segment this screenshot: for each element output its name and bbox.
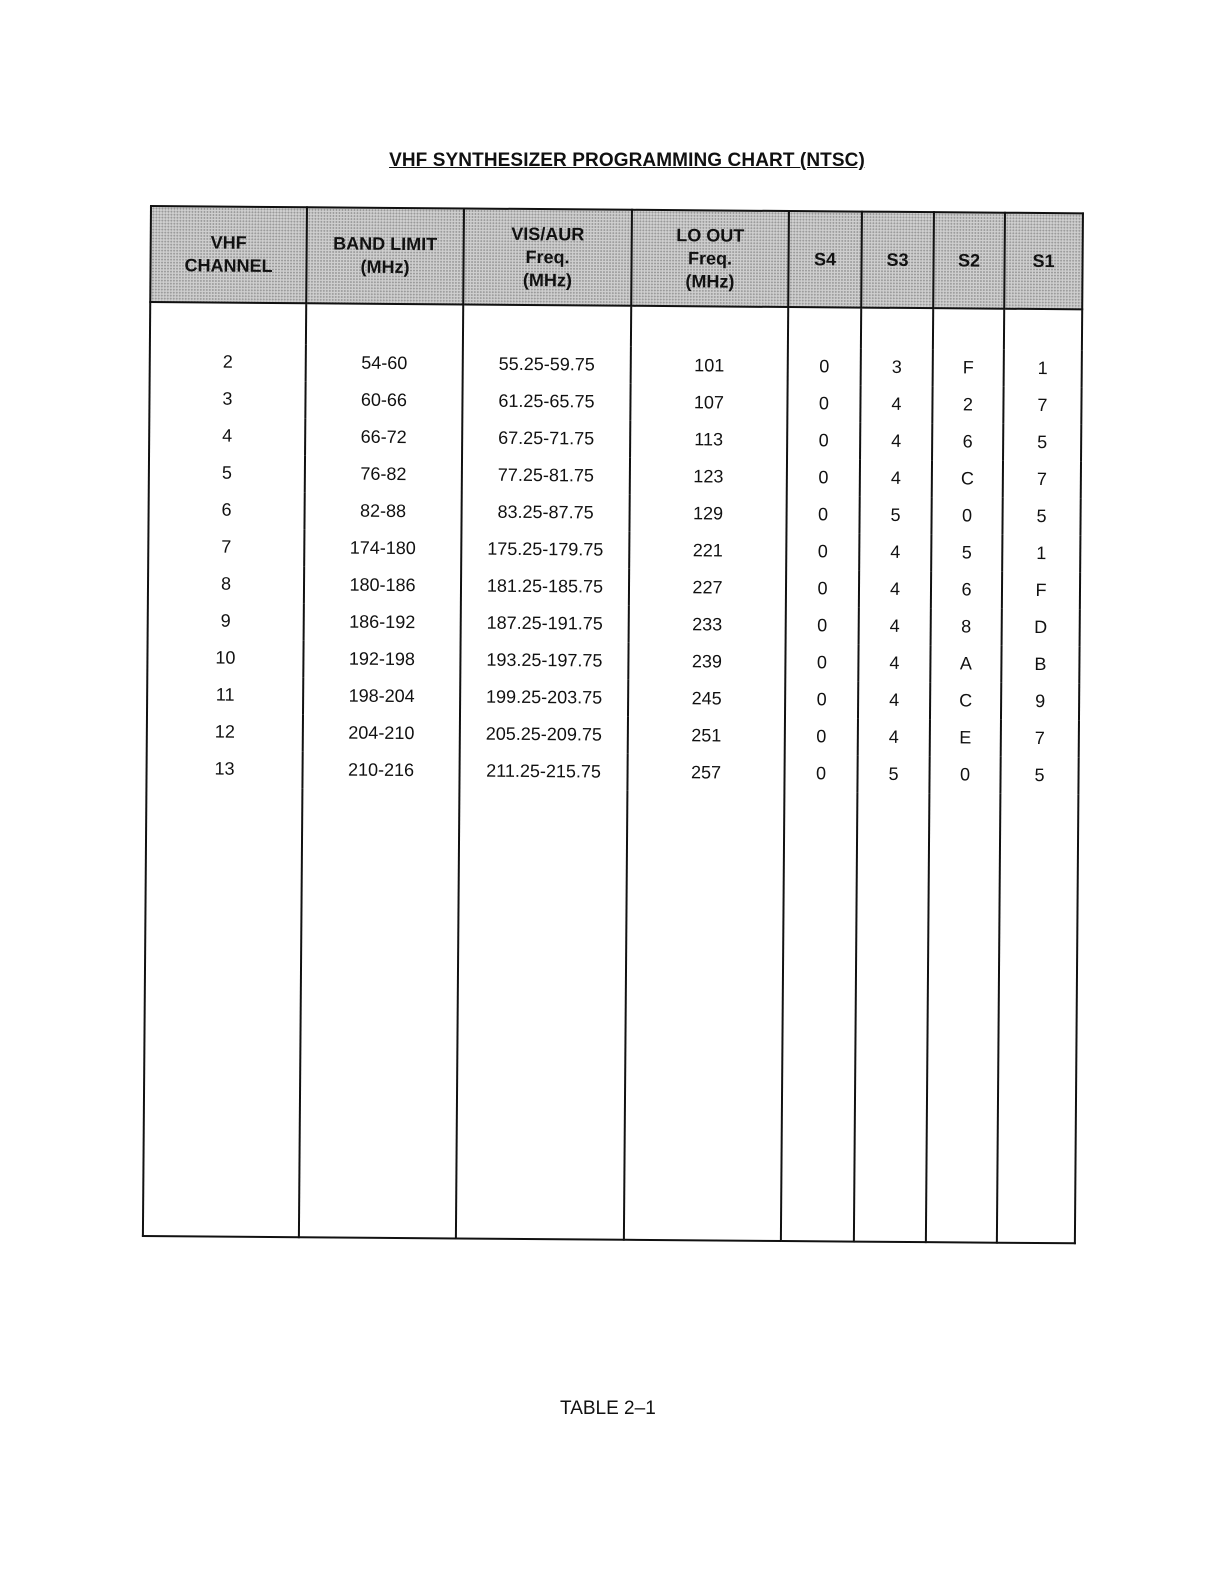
cell-s1: 1 (1002, 535, 1080, 573)
cell-s3: 4 (860, 460, 932, 498)
cell-channel: 4 (149, 417, 305, 455)
cell-vis-aur: 67.25-71.75 (462, 419, 630, 457)
cell-vis-aur: 175.25-179.75 (461, 530, 629, 568)
cell-vis-aur: 77.25-81.75 (462, 456, 630, 494)
cell-s1: D (1002, 609, 1080, 647)
cell-s3: 4 (860, 423, 932, 461)
cell-lo-out: 123 (630, 458, 787, 496)
cell-band-limit: 186-192 (304, 603, 461, 641)
page-title: VHF SYNTHESIZER PROGRAMMING CHART (NTSC) (389, 150, 865, 171)
cell-band-limit: 174-180 (304, 529, 461, 567)
spacer-row (150, 302, 1082, 350)
header-vis-aur-freq: VIS/AUR Freq. (MHz) (463, 208, 632, 305)
cell-lo-out: 107 (630, 384, 787, 422)
cell-s4: 0 (786, 570, 859, 608)
cell-lo-out: 227 (629, 569, 786, 607)
cell-s3: 5 (857, 756, 929, 794)
cell-s1: F (1002, 572, 1080, 610)
cell-lo-out: 101 (631, 347, 788, 385)
cell-s2: 6 (932, 423, 1003, 461)
table-caption: TABLE 2–1 (560, 1398, 656, 1419)
cell-s1: 5 (1003, 424, 1081, 462)
cell-s3: 5 (859, 497, 931, 535)
cell-s4: 0 (788, 348, 861, 386)
cell-channel: 8 (148, 565, 304, 603)
cell-lo-out: 233 (629, 606, 786, 644)
cell-s2: 0 (931, 497, 1002, 535)
cell-s1: 5 (1002, 498, 1080, 536)
cell-s1: 9 (1001, 683, 1079, 721)
cell-s1: 7 (1003, 461, 1081, 499)
cell-band-limit: 60-66 (305, 381, 462, 419)
cell-s4: 0 (786, 607, 859, 645)
cell-vis-aur: 211.25-215.75 (459, 752, 627, 790)
cell-s4: 0 (785, 718, 858, 756)
cell-band-limit: 76-82 (305, 455, 462, 493)
cell-band-limit: 66-72 (305, 418, 462, 456)
cell-band-limit: 204-210 (303, 714, 460, 752)
cell-s2: 6 (931, 571, 1002, 609)
cell-channel: 11 (147, 676, 303, 714)
cell-channel: 10 (147, 639, 303, 677)
header-lo-out-freq: LO OUT Freq. (MHz) (631, 210, 789, 307)
cell-lo-out: 221 (629, 532, 786, 570)
cell-lo-out: 245 (628, 680, 785, 718)
cell-s2: 5 (931, 534, 1002, 572)
cell-s3: 3 (861, 349, 933, 387)
header-band-limit: BAND LIMIT (MHz) (306, 207, 464, 304)
cell-s3: 4 (858, 645, 930, 683)
cell-s4: 0 (786, 533, 859, 571)
cell-s2: 2 (932, 386, 1003, 424)
filler-row (143, 787, 1078, 1243)
cell-s4: 0 (785, 681, 858, 719)
cell-vis-aur: 187.25-191.75 (461, 604, 629, 642)
cell-channel: 9 (148, 602, 304, 640)
cell-band-limit: 180-186 (304, 566, 461, 604)
cell-s1: B (1001, 646, 1079, 684)
cell-s2: 8 (931, 608, 1002, 646)
cell-s3: 4 (858, 719, 930, 757)
cell-s2: E (930, 719, 1001, 757)
cell-vis-aur: 205.25-209.75 (460, 715, 628, 753)
cell-s2: A (930, 645, 1001, 683)
cell-s2: F (933, 349, 1004, 387)
cell-s1: 1 (1004, 350, 1082, 388)
cell-channel: 7 (148, 528, 304, 566)
cell-s4: 0 (784, 755, 857, 793)
cell-s1: 5 (1000, 757, 1078, 795)
header-s1: S1 (1004, 213, 1083, 310)
cell-lo-out: 251 (628, 717, 785, 755)
cell-channel: 3 (149, 380, 305, 418)
cell-lo-out: 113 (630, 421, 787, 459)
header-s3: S3 (861, 212, 934, 309)
cell-band-limit: 210-216 (302, 751, 459, 789)
header-s2: S2 (933, 212, 1005, 309)
cell-band-limit: 198-204 (303, 677, 460, 715)
cell-band-limit: 192-198 (303, 640, 460, 678)
cell-band-limit: 82-88 (304, 492, 461, 530)
cell-channel: 6 (148, 491, 304, 529)
header-vhf-channel: VHF CHANNEL (150, 206, 307, 303)
cell-s3: 4 (858, 682, 930, 720)
cell-s4: 0 (786, 496, 859, 534)
cell-s4: 0 (785, 644, 858, 682)
cell-vis-aur: 193.25-197.75 (460, 641, 628, 679)
cell-channel: 5 (149, 454, 305, 492)
cell-channel: 13 (146, 750, 302, 788)
cell-s3: 4 (860, 386, 932, 424)
cell-s4: 0 (787, 385, 860, 423)
cell-vis-aur: 83.25-87.75 (461, 493, 629, 531)
cell-s3: 4 (859, 608, 931, 646)
cell-lo-out: 257 (627, 754, 784, 792)
cell-band-limit: 54-60 (306, 344, 463, 382)
cell-channel: 2 (150, 343, 306, 381)
cell-vis-aur: 181.25-185.75 (461, 567, 629, 605)
cell-s2: C (932, 460, 1003, 498)
cell-s4: 0 (787, 459, 860, 497)
cell-lo-out: 129 (629, 495, 786, 533)
cell-vis-aur: 55.25-59.75 (463, 345, 631, 383)
header-s4: S4 (788, 211, 862, 308)
cell-lo-out: 239 (628, 643, 785, 681)
cell-channel: 12 (147, 713, 303, 751)
cell-vis-aur: 61.25-65.75 (462, 382, 630, 420)
cell-s2: 0 (929, 756, 1000, 794)
cell-vis-aur: 199.25-203.75 (460, 678, 628, 716)
programming-chart-table (142, 205, 1084, 1244)
cell-s1: 7 (1001, 720, 1079, 758)
cell-s2: C (930, 682, 1001, 720)
cell-s3: 4 (859, 571, 931, 609)
cell-s3: 4 (859, 534, 931, 572)
cell-s4: 0 (787, 422, 860, 460)
cell-s1: 7 (1003, 387, 1081, 425)
header-row (150, 206, 1083, 309)
